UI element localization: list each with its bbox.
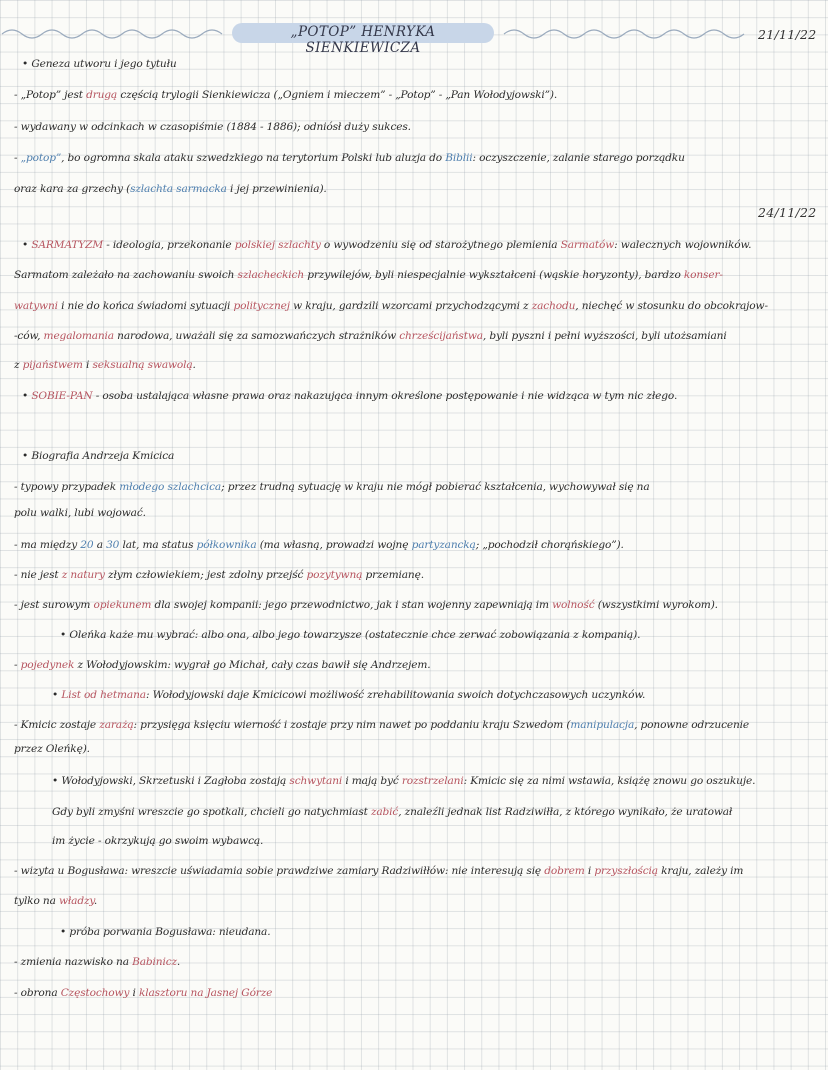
text-line: Sarmatom zależało na zachowaniu swoich szlacheckich przywilejów, byli niespecjalnie wykształceni (wąskie horyzonty), bardzo konser- <box>14 269 723 281</box>
text-line: - typowy przypadek młodego szlachcica; przez trudną sytuację w kraju nie mógł pobierać kształcenia, wychowywał się na <box>14 481 650 493</box>
text-line: - pojedynek z Wołodyjowskim: wygrał go Michał, cały czas bawił się Andrzejem. <box>14 659 431 671</box>
text-line: • SOBIE-PAN - osoba ustalająca własne prawa oraz nakazująca innym określone postępowanie i nie widząca w tym nic złego. <box>22 390 678 402</box>
text-line: - jest surowym opiekunem dla swojej kompanii: jego przewodnictwo, jak i stan wojenny zapewniają im wolność (wszystkimi wyrokom). <box>14 599 718 611</box>
text-line: - „potop”, bo ogromna skala ataku szwedzkiego na terytorium Polski lub aluzja do Biblii: oczyszczenie, zalanie starego porządku <box>14 152 685 164</box>
text-line: - „Potop” jest drugą częścią trylogii Sienkiewicza („Ogniem i mieczem” - „Potop” - „Pan Wołodyjowski”). <box>14 89 558 101</box>
text-line: • Oleńka każe mu wybrać: albo ona, albo jego towarzysze (ostatecznie chce zerwać zobowiązania z kompanią). <box>60 629 641 641</box>
text-line: • próba porwania Bogusława: nieudana. <box>60 926 271 938</box>
text-line: Gdy byli zmyśni wreszcie go spotkali, chcieli go natychmiast zabić, znaleźli jednak list Radziwiłła, z którego wynikało, że uratował <box>52 806 733 818</box>
text-line: - Kmicic zostaje zarażą: przysięga księciu wierność i zostaje przy nim nawet po poddaniu kraju Szwedom (manipulacja, ponowne odrzucenie <box>14 719 750 731</box>
title-text: „POTOP” HENRYKA SIENKIEWICZA <box>290 24 436 56</box>
text-line: im życie - okrzykują go swoim wybawcą. <box>52 835 264 847</box>
text-line: - wydawany w odcinkach w czasopiśmie (1884 - 1886); odniósł duży sukces. <box>14 121 411 133</box>
text-line: • Wołodyjowski, Skrzetuski i Zagłoba zostają schwytani i mają być rozstrzelani: Kmicic się za nimi wstawia, książę znowu go oszukuje. <box>52 775 756 787</box>
text-line: watywni i nie do końca świadomi sytuacji politycznej w kraju, gardzili wzorcami przychodzącymi z zachodu, niechęć w stosunku do obcokrajow- <box>14 300 768 312</box>
text-line: • List od hetmana: Wołodyjowski daje Kmicicowi możliwość zrehabilitowania swoich dotychczasowych uczynków. <box>52 689 646 701</box>
text-line: polu walki, lubi wojować. <box>14 507 146 519</box>
text-line: oraz kara za grzechy (szlachta sarmacka i jej przewinienia). <box>14 183 327 195</box>
page-title <box>232 20 494 56</box>
text-line: • SARMATYZM - ideologia, przekonanie polskiej szlachty o wywodzeniu się od starożytnego plemienia Sarmatów: walecznych wojowników. <box>22 239 752 251</box>
text-line: - nie jest z natury złym człowiekiem; jest zdolny przejść pozytywną przemianę. <box>14 569 424 581</box>
text-line: - zmienia nazwisko na Babinicz. <box>14 956 181 968</box>
text-line: -ców, megalomania narodowa, uważali się za samozwańczych strażników chrześcijaństwa, byli pyszni i pełni wyższości, byli utożsamiani <box>14 330 727 342</box>
section-heading-biography: • Biografia Andrzeja Kmicica <box>22 450 175 462</box>
text-line: tylko na władzy. <box>14 895 98 907</box>
text-line: - obrona Częstochowy i klasztoru na Jasnej Górze <box>14 987 273 999</box>
date-second: 24/11/22 <box>758 205 817 220</box>
date-top: 21/11/22 <box>758 27 817 42</box>
text-line: z pijaństwem i seksualną swawolą. <box>14 359 196 371</box>
text-line: - ma między 20 a 30 lat, ma status półkownika (ma własną, prowadzi wojnę partyzancką; „pochodził chorąńskiego”). <box>14 539 624 551</box>
text-line: przez Oleńkę). <box>14 743 90 755</box>
section-heading-genesis: • Geneza utworu i jego tytułu <box>22 58 177 70</box>
text-line: - wizyta u Bogusława: wreszcie uświadamia sobie prawdziwe zamiary Radziwiłłów: nie interesują się dobrem i przyszłością kraju, zależy im <box>14 865 744 877</box>
